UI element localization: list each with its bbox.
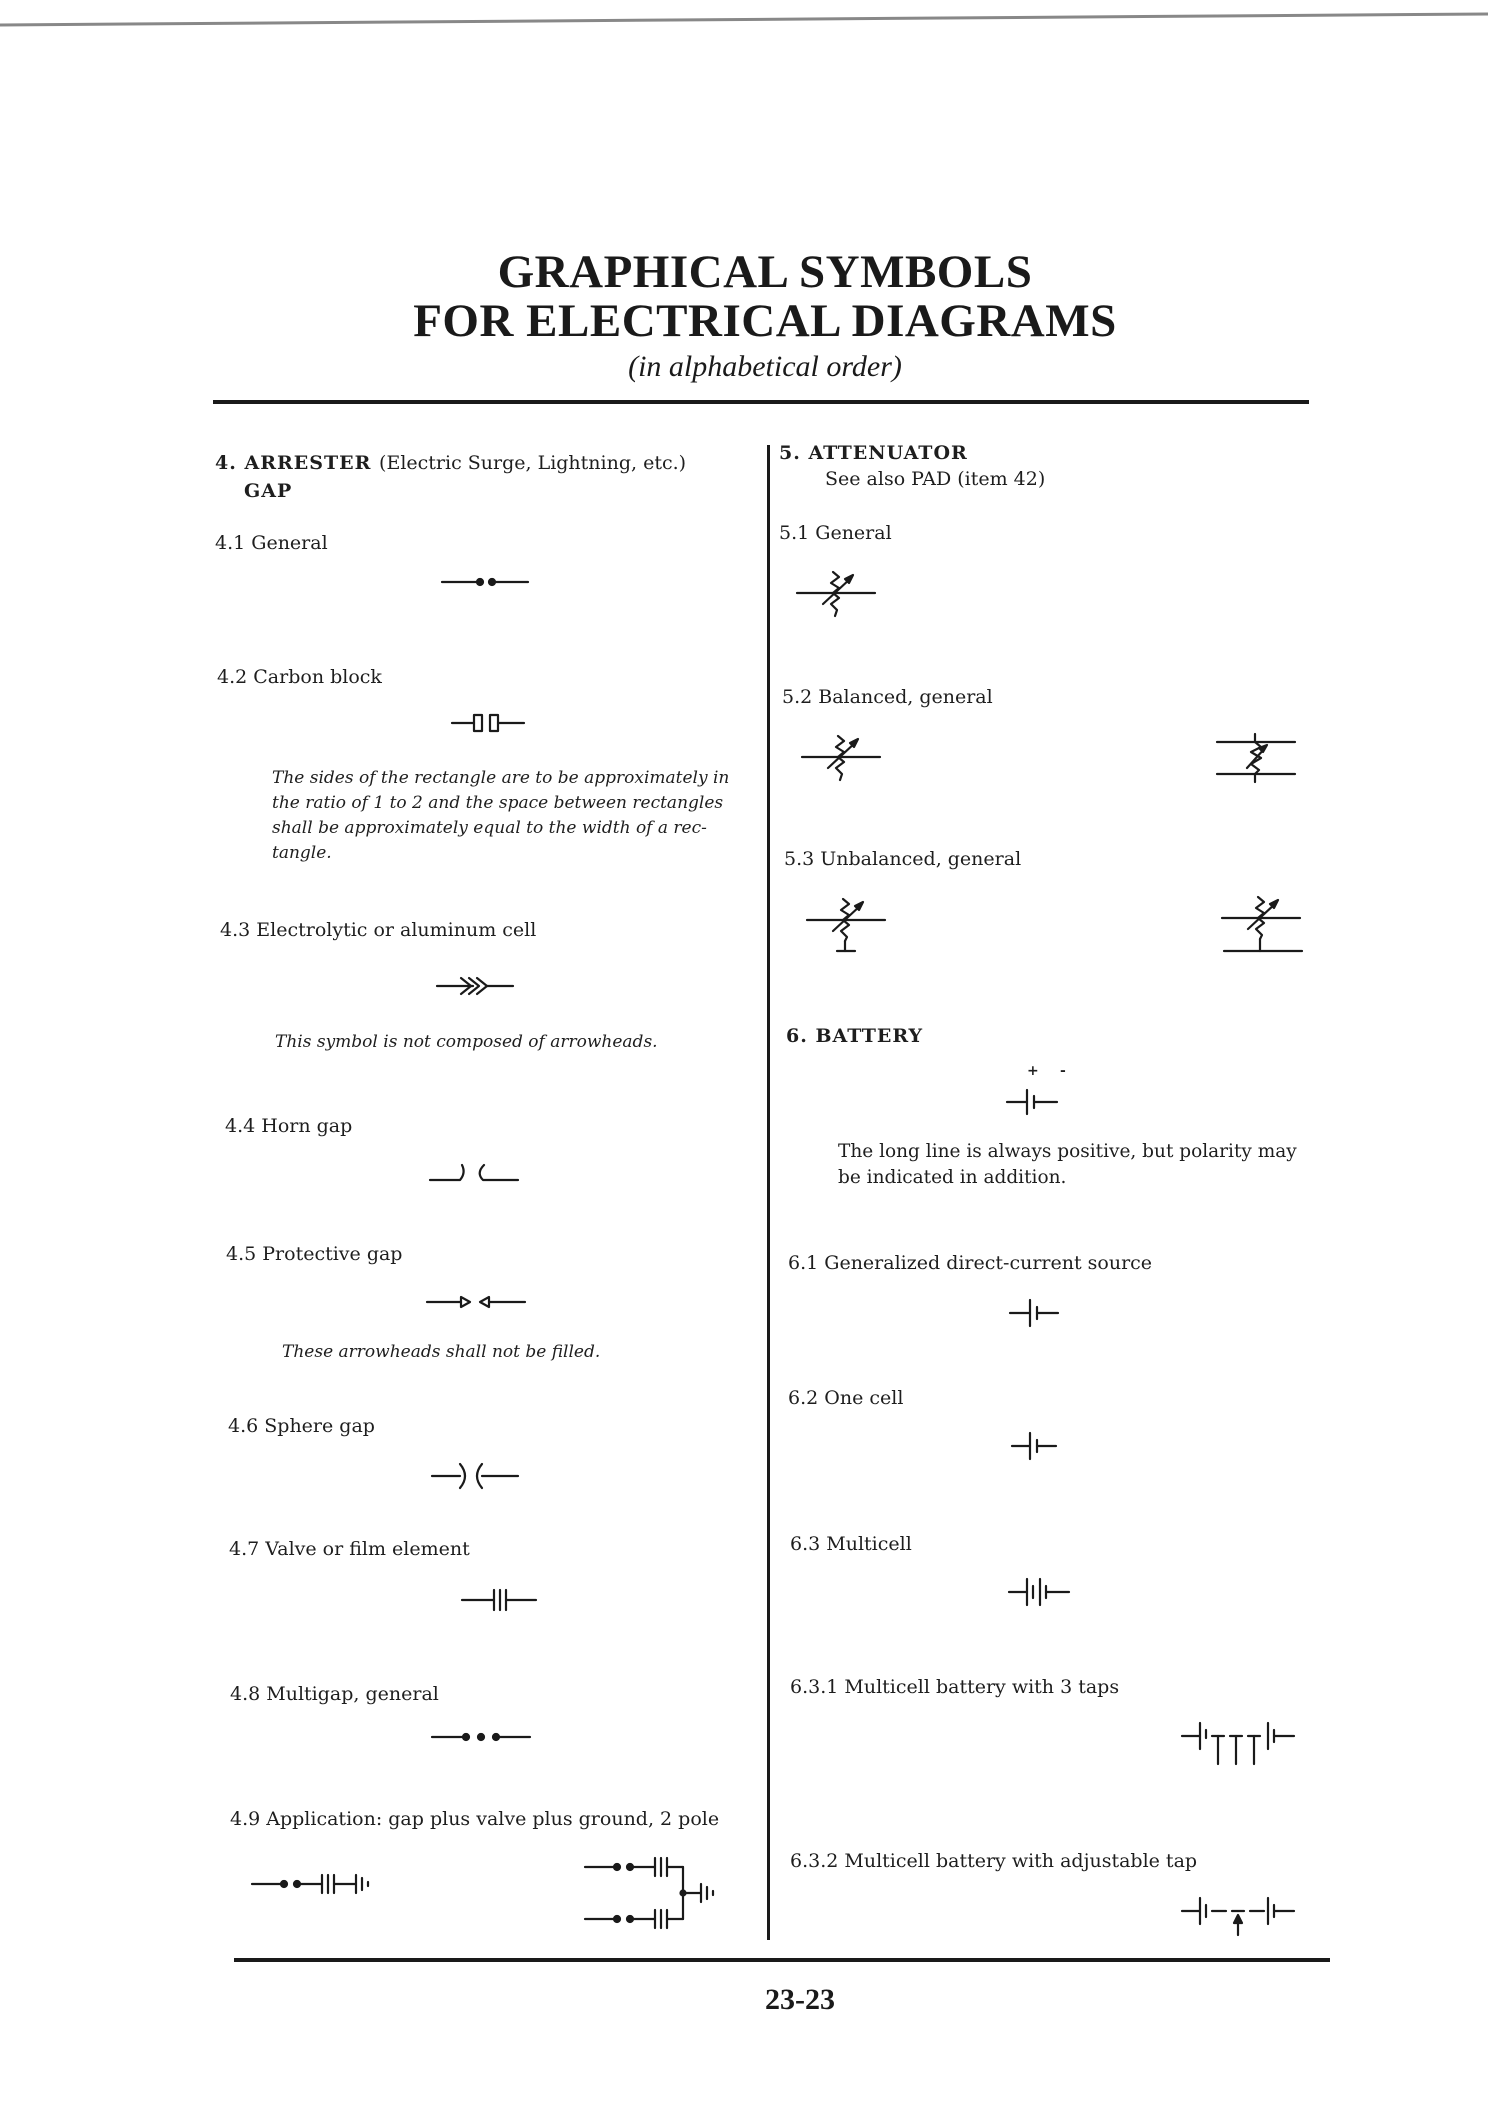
- item-4-2: 4.2 Carbon block: [217, 666, 382, 688]
- item-6-3: 6.3 Multicell: [790, 1533, 912, 1555]
- multicell-symbol: [1007, 1576, 1097, 1612]
- horn-gap-symbol: [428, 1160, 538, 1190]
- electrolytic-cell-note: This symbol is not composed of arrowheads.: [275, 1032, 658, 1052]
- one-cell-symbol: [1010, 1430, 1090, 1466]
- section-qualifier: (Electric Surge, Lightning, etc.): [379, 452, 687, 474]
- item-4-6: 4.6 Sphere gap: [228, 1415, 375, 1437]
- battery-symbol: [1005, 1070, 1085, 1120]
- multigap-symbol: [430, 1725, 540, 1749]
- section-4-subname: GAP: [244, 480, 293, 502]
- column-divider: [767, 445, 770, 1940]
- application-2-pole-symbol: [583, 1855, 743, 1925]
- multicell-adjustable-tap-symbol: [1180, 1895, 1310, 1941]
- section-6-heading: 6. BATTERY: [786, 1025, 924, 1047]
- application-1-pole-symbol: [250, 1870, 400, 1900]
- item-4-5: 4.5 Protective gap: [226, 1243, 403, 1265]
- attenuator-general-symbol: [795, 568, 885, 618]
- item-4-3: 4.3 Electrolytic or aluminum cell: [220, 919, 537, 941]
- item-4-7: 4.7 Valve or film element: [229, 1538, 470, 1560]
- sphere-gap-symbol: [430, 1460, 530, 1494]
- item-4-8: 4.8 Multigap, general: [230, 1683, 439, 1705]
- item-6-1: 6.1 Generalized direct-current source: [788, 1252, 1153, 1274]
- attenuator-balanced-symbol-a: [800, 732, 890, 782]
- item-6-3-2: 6.3.2 Multicell battery with adjustable tap: [790, 1850, 1198, 1872]
- gap-general-symbol: [440, 570, 530, 594]
- section-name: ARRESTER: [244, 452, 372, 474]
- page-title-line-2: FOR ELECTRICAL DIAGRAMS: [413, 295, 1117, 347]
- item-4-9: 4.9 Application: gap plus valve plus ground, 2 pole: [230, 1808, 720, 1830]
- battery-note: The long line is always positive, but polarity may be indicated in addition.: [838, 1141, 1297, 1188]
- item-4-1: 4.1 General: [215, 532, 328, 554]
- section-4-heading: [215, 452, 686, 474]
- attenuator-see-also: See also PAD (item 42): [825, 468, 1046, 490]
- scan-edge-line: [0, 0, 1488, 30]
- carbon-block-note: The sides of the rectangle are to be approximately in the ratio of 1 to 2 and the space between rectangles shall be approximately equal to the width of a rec- tangle.: [272, 768, 730, 863]
- item-6-2: 6.2 One cell: [788, 1387, 904, 1409]
- polarity-plus: +: [1027, 1063, 1039, 1079]
- page-subtitle: (in alphabetical order): [628, 350, 902, 383]
- polarity-minus: -: [1060, 1063, 1066, 1079]
- page-number: 23-23: [765, 1983, 835, 2016]
- valve-element-symbol: [460, 1586, 550, 1616]
- attenuator-unbalanced-symbol-b: [1220, 893, 1310, 963]
- section-5-heading: 5. ATTENUATOR: [779, 442, 968, 464]
- attenuator-unbalanced-symbol-a: [805, 895, 895, 955]
- protective-gap-note: These arrowheads shall not be filled.: [282, 1342, 601, 1362]
- item-6-3-1: 6.3.1 Multicell battery with 3 taps: [790, 1676, 1120, 1698]
- multicell-3-taps-symbol: [1180, 1720, 1310, 1772]
- section-number: 4.: [215, 452, 237, 474]
- item-5-1: 5.1 General: [779, 522, 892, 544]
- item-5-3: 5.3 Unbalanced, general: [784, 848, 1022, 870]
- item-5-2: 5.2 Balanced, general: [782, 686, 993, 708]
- attenuator-balanced-symbol-b: [1215, 730, 1305, 790]
- header-rule: [213, 400, 1309, 404]
- footer-rule: [234, 1958, 1330, 1962]
- page-title-line-1: GRAPHICAL SYMBOLS: [497, 246, 1033, 298]
- protective-gap-symbol: [425, 1290, 535, 1314]
- carbon-block-symbol: [450, 708, 530, 738]
- electrolytic-cell-symbol: [435, 975, 525, 1005]
- dc-source-symbol: [1008, 1297, 1088, 1333]
- item-4-4: 4.4 Horn gap: [225, 1115, 353, 1137]
